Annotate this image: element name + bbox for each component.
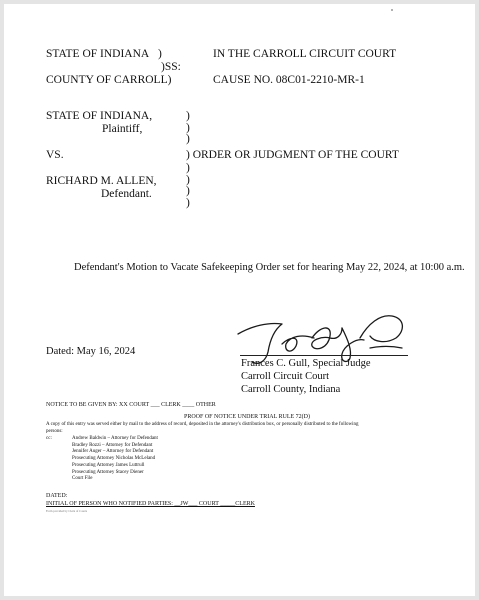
order-text: Defendant's Motion to Vacate Safekeeping Order set for hearing May 22, 2024, at 10:00 a.m.	[74, 262, 465, 273]
caption-ss: )SS:	[161, 61, 181, 73]
caption-paren: )	[158, 48, 162, 60]
cc-label: cc:	[46, 436, 52, 441]
cc-recipient: Prosecuting Attorney Stacey Diener	[72, 469, 144, 475]
caption-county: COUNTY OF CARROLL)	[46, 74, 172, 86]
versus-label: VS.	[46, 149, 64, 161]
court-name: IN THE CARROLL CIRCUIT COURT	[213, 48, 397, 60]
cc-recipient: Andrew Baldwin – Attorney for Defendant	[72, 436, 158, 441]
defendant-name: RICHARD M. ALLEN,	[46, 175, 157, 187]
judge-county: Carroll County, Indiana	[241, 384, 341, 395]
order-title: ) ORDER OR JUDGMENT OF THE COURT	[186, 149, 399, 161]
scan-speck	[391, 9, 393, 11]
plaintiff-role: Plaintiff,	[102, 123, 143, 135]
dated-line: Dated: May 16, 2024	[46, 346, 136, 357]
proof-text-cont: persons:	[46, 429, 63, 434]
proof-text: A copy of this entry was served either by mail to the address of record, deposited in the attorney's distribution box, or personally distributed to the following	[46, 422, 359, 427]
form-footer: Form provided by Clerk of Courts	[46, 509, 88, 513]
plaintiff-name: STATE OF INDIANA,	[46, 110, 153, 122]
defendant-role: Defendant.	[101, 188, 152, 200]
cc-recipient: Jennifer Auger – Attorney for Defendant	[72, 449, 154, 455]
proof-heading: PROOF OF NOTICE UNDER TRIAL RULE 72(D)	[184, 414, 310, 420]
caption-parens-lower: ) ) ) )	[186, 162, 190, 209]
cause-number: CAUSE NO. 08C01-2210-MR-1	[213, 74, 365, 86]
cc-recipient: Bradley Rozzi – Attorney for Defendant	[72, 442, 153, 448]
notice-line: NOTICE TO BE GIVEN BY: XX COURT ___ CLERK ____ OTHER	[46, 402, 216, 408]
cc-recipient: Prosecuting Attorney Nicholas McLeland	[72, 456, 156, 462]
initial-line: INITIAL OF PERSON WHO NOTIFIED PARTIES: __JW___ COURT _____CLERK	[46, 501, 255, 507]
cc-recipient-list	[72, 436, 158, 483]
caption-state: STATE OF INDIANA	[46, 48, 150, 60]
signature-line	[240, 355, 408, 356]
cc-recipient: Prosecuting Attorney James Luttrull	[72, 462, 145, 468]
caption-parens-upper: ) ) )	[186, 110, 190, 145]
dated-label: DATED:	[46, 493, 68, 499]
judge-name: Frances C. Gull, Special Judge	[241, 358, 371, 369]
cc-recipient: Court File	[72, 476, 93, 482]
document-page	[4, 4, 475, 596]
judge-court: Carroll Circuit Court	[241, 371, 330, 382]
